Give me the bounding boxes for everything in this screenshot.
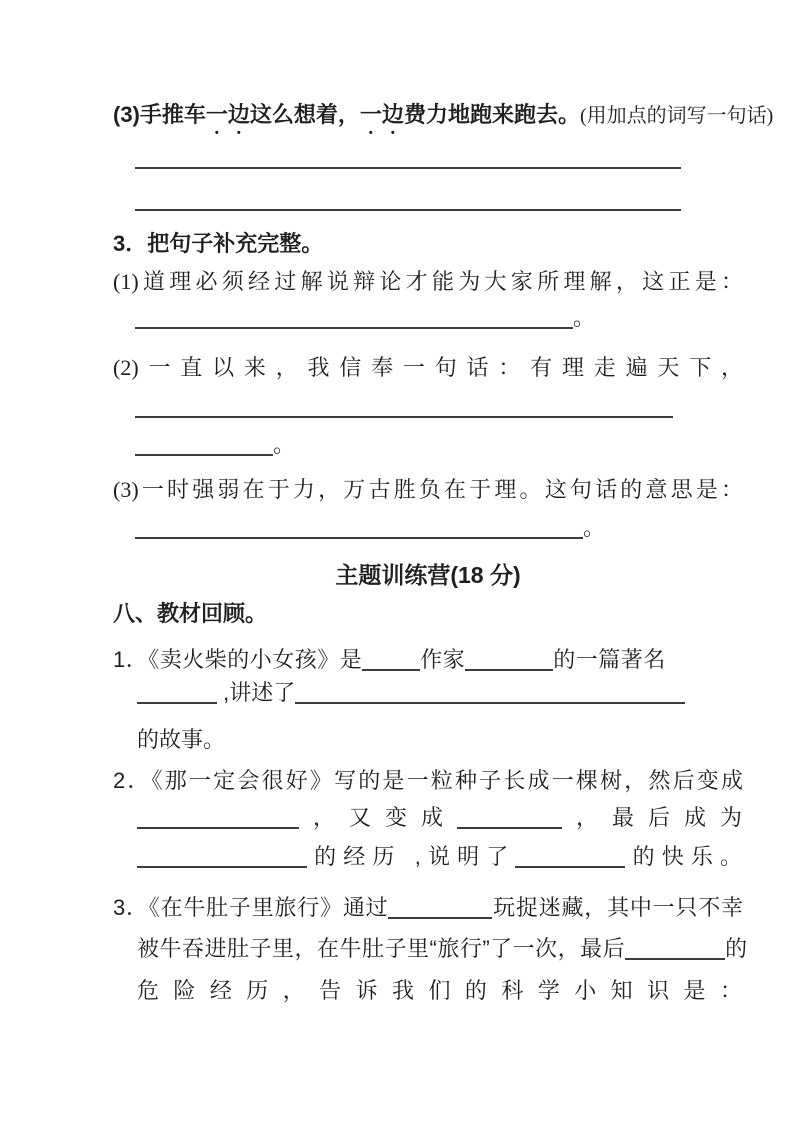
answer-blank [457, 824, 562, 829]
answer-blank [362, 666, 420, 671]
question-8-2-line2 [137, 803, 742, 833]
answer-blank [135, 413, 673, 418]
answer-blank [137, 863, 307, 868]
answer-blank [388, 914, 492, 919]
answer-blank [135, 324, 573, 329]
question-text: 3．《在牛肚子里旅行》通过 [113, 895, 389, 920]
sub-question-text: (1)道理必须经过解说辩论才能为大家所理解，这正是： [113, 269, 743, 294]
question-text: 的一篇著名 [553, 647, 666, 672]
question-text: 的快乐。 [625, 844, 742, 869]
period-mark: 。 [583, 515, 606, 540]
period-mark: 。 [273, 432, 296, 457]
answer-line [113, 392, 743, 422]
sub-question-text: (2)一直以来，我信奉一句话：有理走遍天下， [113, 355, 743, 380]
question-3-title [113, 229, 743, 259]
question-8-1-line3 [137, 725, 742, 755]
emphasized-word: 一边 [205, 102, 250, 127]
question-text: 的经历 ,说明了 [307, 844, 516, 869]
question-text: 被牛吞进肚子里，在牛肚子里“旅行”了一次，最后 [137, 936, 626, 961]
question-text: 作家 [420, 647, 466, 672]
section-title [113, 560, 743, 590]
sentence-text: (3)手推车 [113, 102, 206, 127]
question-text: ,讲述了 [217, 680, 296, 705]
answer-line [113, 185, 743, 215]
sub-question-text: (3)一时强弱在于力，万古胜负在于理。这句话的意思是： [113, 477, 743, 502]
question-text: ，又变成 [299, 805, 457, 830]
question-8-2-line3 [137, 842, 742, 872]
answer-blank [137, 699, 217, 704]
answer-line [113, 513, 743, 543]
question-3-sub2 [113, 353, 743, 383]
question-text: 玩捉迷藏，其中一只不幸 [492, 895, 743, 920]
answer-line [113, 143, 743, 173]
period-mark: 。 [573, 305, 596, 330]
question-text: ，最后成为 [562, 805, 742, 830]
answer-blank [135, 164, 681, 169]
answer-blank [135, 451, 273, 456]
question-text: 的故事。 [137, 727, 226, 752]
answer-blank [137, 824, 299, 829]
question-3-sub3 [113, 475, 743, 505]
section-title-text: 主题训练营(18 分) [335, 562, 521, 588]
question-8-1-line2 [137, 678, 742, 708]
answer-blank [625, 955, 725, 960]
question-8-3-line3 [137, 976, 742, 1006]
section-8-heading [113, 599, 743, 629]
question-text: 2．《那一定会很好》写的是一粒种子长成一棵树，然后变成 [113, 768, 743, 793]
answer-line [113, 303, 743, 333]
question-text: 1．《卖火柴的小女孩》是 [113, 647, 363, 672]
question-title-text: 3．把句子补充完整。 [113, 231, 324, 256]
question-text: 危险经历，告诉我们的科学小知识是： [137, 978, 742, 1003]
question-8-2-line1 [113, 766, 743, 796]
sentence-text: 费力地跑来跑去。 [403, 102, 580, 127]
question-8-3-line1 [113, 893, 743, 923]
answer-blank [515, 863, 625, 868]
question-8-3-line2 [137, 934, 748, 964]
question-2-3-line [113, 100, 774, 139]
question-text: 的 [725, 936, 748, 961]
question-3-sub1 [113, 267, 743, 297]
question-8-1-line1 [113, 645, 743, 675]
answer-blank [295, 699, 685, 704]
section-heading-text: 八、教材回顾。 [113, 601, 268, 626]
answer-blank [135, 206, 681, 211]
answer-line [113, 430, 743, 460]
answer-blank [135, 534, 583, 539]
instruction-note: (用加点的词写一句话) [579, 105, 774, 127]
answer-blank [465, 666, 553, 671]
emphasized-word: 一边 [359, 102, 404, 127]
sentence-text: 这么想着， [249, 102, 360, 127]
